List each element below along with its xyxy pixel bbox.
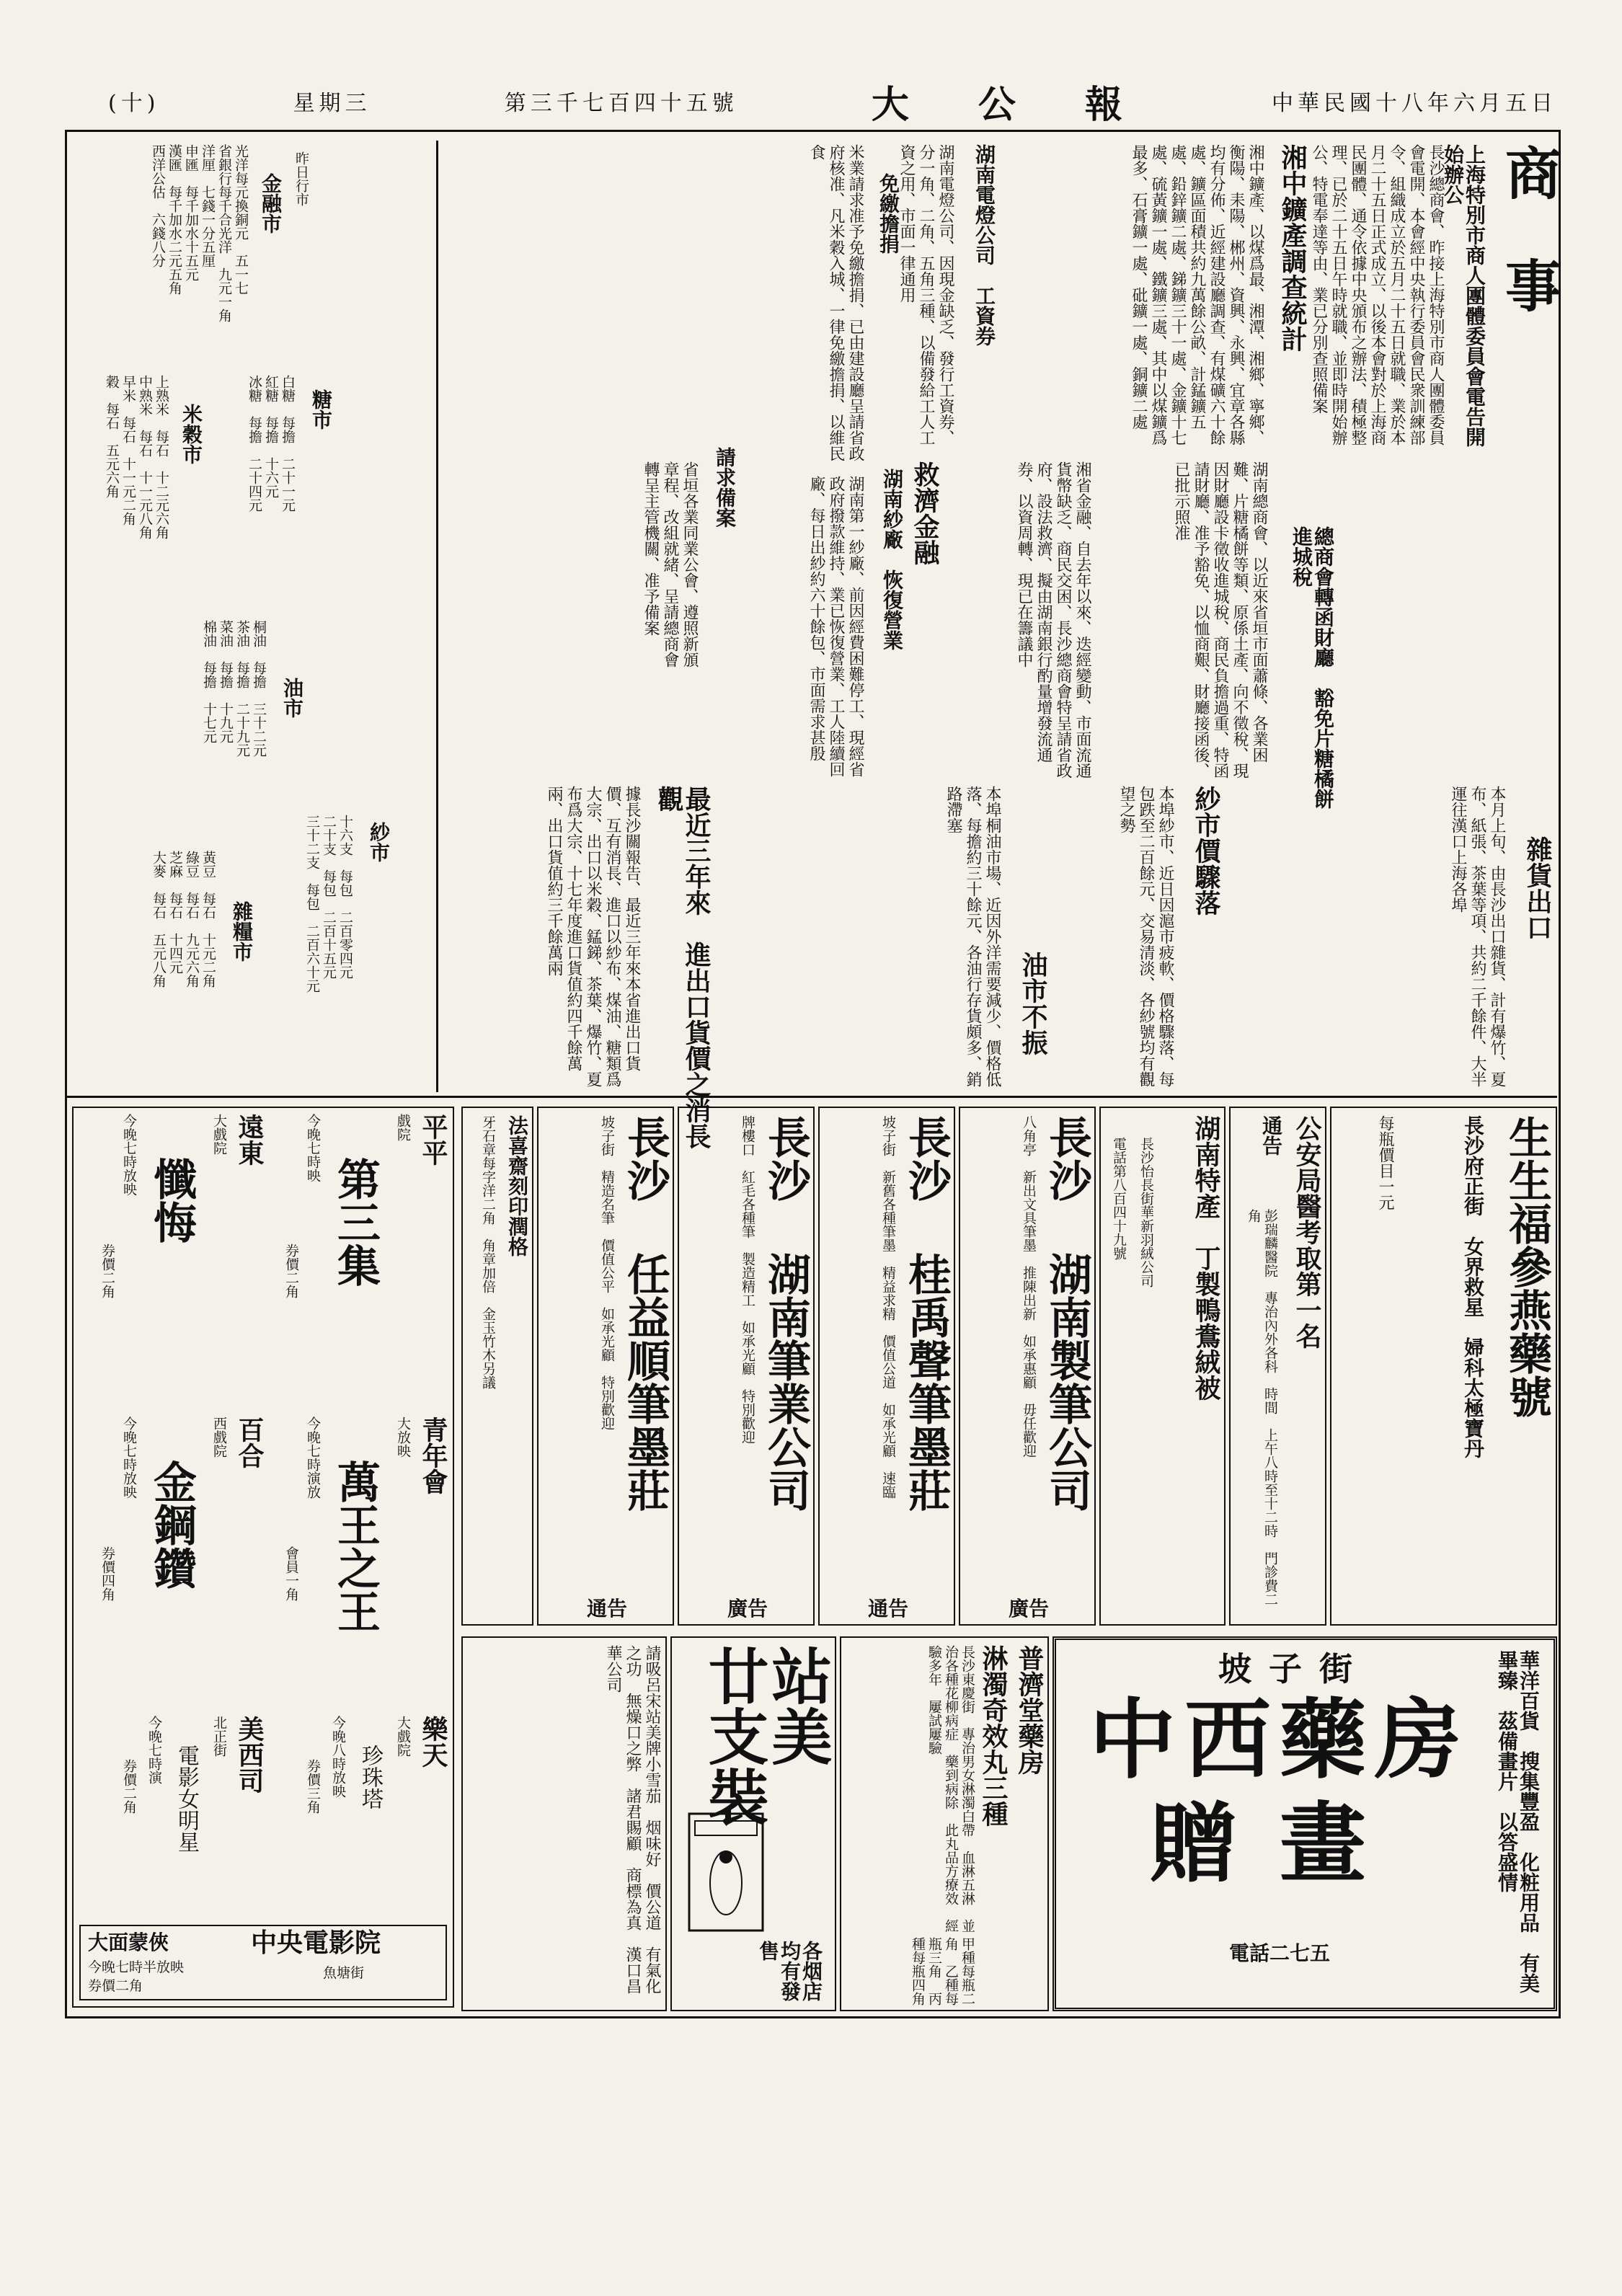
theater-name: 平平	[418, 1114, 448, 1166]
yarn-row: 三十二支 每包 二百六十元	[304, 815, 320, 993]
tax-title: 總商會轉函財廳 豁免片糖橘餅進城稅	[1290, 526, 1335, 809]
cinema-name: 中央電影院	[251, 1928, 381, 1958]
sugar-row: 白糖 每擔 二十一元	[280, 375, 296, 512]
theater-subtitle: 戲院	[395, 1114, 411, 1141]
notice-title: 上海特別市商人團體委員會電告開始辦公	[1441, 144, 1486, 447]
pills-ad-body: 長沙東慶街 專治男女淋濁白帶 血淋五淋 並治各種花柳病症 藥到病除 此丸品方療效 經驗多年 屢試屢驗	[926, 1645, 975, 1933]
oil-row: 菜油 每擔 十九元	[218, 620, 234, 743]
pharmacy-ad-side: 華洋百貨 搜集豐盈 化粧用品 有美畢臻 茲備畫片 以答盛情	[1495, 1650, 1541, 1993]
cotton-body: 本埠紗市、近日因滬市疲軟、價格驟落、每包跌至二百餘元、交易清淡、各紗號均有觀望之勢	[1117, 786, 1174, 1087]
theater-price: 券價二角	[121, 1759, 137, 1814]
misc-row: 黃豆 每石 十元二角	[200, 851, 216, 988]
misc-row: 芝麻 每石 十四元	[167, 851, 183, 974]
cargo-title: 雜貨出口	[1523, 836, 1553, 940]
public-body: 省垣各業同業公會、遵照新頒章程、改組就緒、呈請總商會轉呈主管機關、准予備案	[642, 461, 699, 668]
pharmacy-ad-big: 贈畫	[1150, 1793, 1409, 1894]
quilt-ad-phone: 電話第八百四十九號	[1111, 1137, 1127, 1260]
finance-row: 漢匯 每千加水二元五角	[167, 144, 182, 295]
seal-shop-note: 牙石章每字洋二角 角章加倍 金玉竹木另議	[480, 1115, 496, 1389]
rice-row: 中熟米 每石 十一元八角	[137, 375, 153, 539]
cigar-ad-shops: 各烟店均有發售	[756, 1941, 823, 2001]
finance-row: 申匯 每千加水十五元	[183, 144, 199, 281]
spinning-title: 湖南紗廠 恢復營業	[880, 469, 904, 650]
tax-body: 湖南總商會、以近來省垣市面蕭條、各業困難、片糖橘餅等類、原係土產、向不徵稅、現因財廳設卡徵收進城稅、商民負擔過重、特函請財廳、准予豁免、以恤商艱、財廳接函後、已批示照准	[1172, 461, 1268, 779]
tonic-ad-price: 每瓶價目一元	[1376, 1115, 1394, 1210]
sugar-title: 糖市	[309, 389, 333, 430]
hospital-ad-title: 公安局醫考取第一名	[1292, 1115, 1322, 1349]
brush-ad-title: 長沙 湖南製筆公司	[1042, 1115, 1092, 1512]
theater-price: 會員一角	[283, 1546, 299, 1601]
theater-price: 券價三角	[305, 1759, 321, 1814]
finance-row: 西洋公估 六錢八分	[150, 144, 166, 267]
issue-number: 第三千七百四十五號	[504, 91, 738, 116]
yarn-row: 十六支 每包 二百零四元	[337, 815, 353, 979]
theater-subtitle: 大戲院	[211, 1114, 227, 1155]
misc-row: 綠豆 每石 九元六角	[184, 851, 200, 988]
trade-title: 最近三年來 進出口貨價之消長觀	[654, 786, 712, 1149]
pharmacy-ad-phone: 電話二七五	[1228, 1941, 1330, 1965]
theater-times: 今晚八時放映	[330, 1716, 346, 1798]
mining-body: 湘中鑛產、以煤爲最、湘潭、湘鄉、寧鄉、衡陽、耒陽、郴州、資興、永興、宜章各縣均有分佈、近經建設廳調查、有煤礦六十餘處、鑛區面積共約九萬餘公畝、計錳鑛五處、鉛鋅鑛二處、銻鑛三十一處、金鑛十七處、硫黃鑛一處、鐵鑛三處、其中以煤鑛爲最多、石膏鑛一處、砒鑛一處、銅鑛二處	[1130, 144, 1264, 446]
theater-name: 美西司	[234, 1716, 265, 1794]
cotton-title: 紗市價驟落	[1191, 786, 1221, 916]
page-border	[65, 130, 1561, 2018]
theater-subtitle: 西戲院	[211, 1417, 227, 1458]
brush-ad-note: 坡子街 精造名筆 價值公平 如承光顧 特別歡迎	[599, 1115, 615, 1430]
theater-show: 懺悔	[146, 1157, 197, 1244]
brush-ad-title: 長沙 湖南筆業公司	[761, 1115, 811, 1512]
theater-times: 今晚七時映	[305, 1114, 321, 1182]
masthead	[108, 76, 1557, 126]
pharmacy-ad-street: 坡子街	[1218, 1649, 1370, 1688]
cigar-ad-title: 站美 廿支裝	[699, 1645, 833, 1827]
trade-body: 據長沙關報告、最近三年來本省進出口貨價、互有消長、進口以紗布、煤油、糖類爲大宗、出口以米穀、錳銻、茶葉、爆竹、夏布爲大宗、十七年度進口貨值約四千餘萬兩、出口貨值約三千餘萬兩	[545, 786, 641, 1087]
theater-times: 今晚七時演	[146, 1716, 162, 1784]
cigar-note-body: 請吸呂宋站美牌小雪茄 烟味好 價公道 有氣化之功 無燥口之弊 諸君賜顧 商標為真 漢口昌華公司	[604, 1645, 661, 1994]
theater-times: 今晚七時放映	[121, 1114, 137, 1196]
theater-name: 樂天	[418, 1716, 448, 1768]
finance-title: 金融市	[259, 173, 283, 234]
cargo-body: 本月上旬、由長沙出口雜貨、計有爆竹、夏布、紙張、茶葉等項、共約二千餘件、大半運往漢口上海各埠	[1449, 786, 1506, 1087]
electric-title: 湖南電燈公司 工資券	[972, 144, 996, 346]
misc-title: 雜糧市	[230, 901, 254, 962]
yarn-row: 二十支 每包 二百十五元	[321, 815, 337, 979]
oil-market-title: 油市	[280, 678, 304, 718]
page-number: (十)	[108, 91, 160, 116]
theater-show: 第三集	[330, 1157, 381, 1287]
brush-ad-tag: 通告	[586, 1597, 627, 1621]
finance-row: 省銀行每千合光洋 九元一角	[216, 144, 232, 322]
brush-ad-title: 長沙 任益順筆墨莊	[620, 1115, 670, 1512]
quilt-ad-company: 長沙怡長街華新羽絨公司	[1138, 1137, 1154, 1287]
oil-row: 茶油 每擔 二十九元	[234, 620, 250, 757]
finance-row: 洋厘 七錢一分五厘	[200, 144, 216, 267]
misc-row: 大麥 每石 五元八角	[151, 851, 167, 988]
theater-times: 今晚七時演放	[305, 1417, 321, 1499]
theater-show: 電影女明星	[174, 1745, 199, 1853]
theater-subtitle: 大放映	[395, 1417, 411, 1458]
exempt-title: 免繳擔捐	[877, 173, 900, 254]
spinning-body: 湖南第一紗廠、前因經費困難停工、現經省政府撥款維持、業已恢復營業、工人陸續回廠、每日出紗約六十餘包、市面需求甚殷	[807, 476, 864, 777]
brush-ad-note: 八角亭 新出文具筆墨 推陳出新 如承惠顧 毋任歡迎	[1021, 1115, 1037, 1458]
pills-ad-title: 普濟堂藥房	[1014, 1645, 1045, 1775]
cinema-times: 今晚七時半放映	[88, 1959, 185, 1975]
brush-ad-note: 牌樓口 紅毛各種筆 製造精工 如承光顧 特別歡迎	[740, 1115, 755, 1444]
theater-subtitle: 北正街	[211, 1716, 227, 1757]
theater-subtitle: 大戲院	[395, 1716, 411, 1757]
theater-price: 券價二角	[283, 1244, 299, 1298]
theater-show: 萬王之王	[330, 1460, 381, 1633]
notice-body: 長沙總商會、昨接上海特別市商人團體委員會電開、本會經中央執行委員會民衆訓練部令、組織成立於五月二十五日就職、業於本月二十五日正式成立、以後本會對於上海商民團體、通令依據中央頒布之辦法、積極整理、已於二十五日午時就職、並即時開始辦公、特電奉達等由、業已分別查照備案	[1310, 144, 1445, 446]
relief-title: 救濟金融	[910, 461, 940, 565]
rice-row: 早米 每石 十一元二角	[120, 375, 136, 526]
theater-name: 青年會	[418, 1417, 448, 1494]
quilt-ad-title: 湖南特產 丁製鴨鴦絨被	[1191, 1115, 1221, 1401]
brush-ad-tag: 廣告	[727, 1597, 768, 1621]
theater-show: 金鋼鑽	[146, 1460, 197, 1590]
theater-times: 今晚七時放映	[121, 1417, 137, 1499]
pills-ad-price: 甲種每瓶二角 乙種每瓶三角 丙種每瓶四角	[910, 1937, 975, 2005]
theater-show: 珍珠塔	[358, 1745, 383, 1809]
theater-name: 百合	[234, 1417, 265, 1468]
tonic-ad-title: 生生福參燕藥號	[1502, 1115, 1552, 1418]
cinema-price: 券價二角	[88, 1978, 143, 1994]
seal-shop-title: 法喜齋刻印潤格	[505, 1115, 529, 1256]
oil-row: 桐油 每擔 三十二元	[251, 620, 267, 757]
relief-body: 湘省金融、自去年以來、迭經變動、市面流通貨幣缺乏、商民交困、長沙總商會特呈請省政府、設法救濟、擬由湖南銀行酌量增發流通券、以資周轉、現已在籌議中	[1015, 461, 1091, 779]
rice-row: 穀 每石 五元六角	[104, 375, 120, 498]
theater-price: 券價四角	[99, 1546, 115, 1601]
exempt-body: 米業請求准予免繳擔捐、已由建設廳呈請省政府核准、凡米穀入城、一律免繳擔捐、以維民食	[807, 144, 864, 461]
cinema-show: 大面蒙俠	[88, 1931, 169, 1954]
section-heading-commerce: 商 事	[1496, 144, 1561, 313]
sugar-row: 冰糖 每擔 二十四元	[247, 375, 262, 512]
brush-ad-tag: 廣告	[1008, 1597, 1049, 1621]
oil-row: 棉油 每擔 十七元	[201, 620, 217, 743]
theater-name: 遠東	[234, 1114, 265, 1166]
oil-news-title: 油市不振	[1018, 952, 1048, 1055]
theater-price: 券價二角	[99, 1244, 115, 1298]
finance-row: 光洋每元換銅元 五一七	[233, 144, 249, 295]
mining-title: 湘中鑛產調查統計	[1277, 144, 1308, 352]
electric-body: 湖南電燈公司、因現金缺乏、發行工資券、分一角、二角、五角三種、以備發給工人工資之用、市面一律通用	[898, 144, 954, 446]
brush-ad-title: 長沙 桂禹聲筆墨莊	[901, 1115, 952, 1512]
yarn-title: 紗市	[367, 822, 391, 862]
hospital-ad-body: 彭瑞麟醫院 專治內外各科 時間 上午八時至十二時 門診費二角	[1246, 1209, 1278, 1606]
weekday: 星期三	[293, 91, 371, 116]
paper-title: 大 公 報	[871, 82, 1138, 127]
finance-date: 昨日行市	[293, 151, 309, 206]
oil-news-body: 本埠桐油市場、近因外洋需要減少、價格低落、每擔約三十餘元、各油行存貨頗多、銷路滯塞	[944, 786, 1001, 1087]
sugar-row: 紅糖 每擔 十六元	[263, 375, 279, 498]
brush-ad-tag: 通告	[867, 1597, 908, 1621]
issue-date: 中華民國十八年六月五日	[1272, 91, 1557, 116]
hospital-ad-notice: 通告	[1259, 1115, 1283, 1156]
rice-title: 米穀市	[180, 404, 203, 464]
brush-ad-note: 坡子街 新舊各種筆墨 精益求精 價值公道 如承光顧 速臨	[880, 1115, 896, 1499]
pills-ad-sub: 淋濁奇效丸三種	[978, 1645, 1009, 1827]
tonic-ad-sub: 長沙府正街 女界救星 婦科太極寶丹	[1461, 1115, 1485, 1458]
rice-row: 上熟米 每石 十二元六角	[154, 375, 169, 539]
cinema-address: 魚塘街	[323, 1965, 365, 1981]
public-title: 請求備案	[713, 447, 737, 528]
pharmacy-ad-title: 中西藥房	[1089, 1689, 1470, 1791]
